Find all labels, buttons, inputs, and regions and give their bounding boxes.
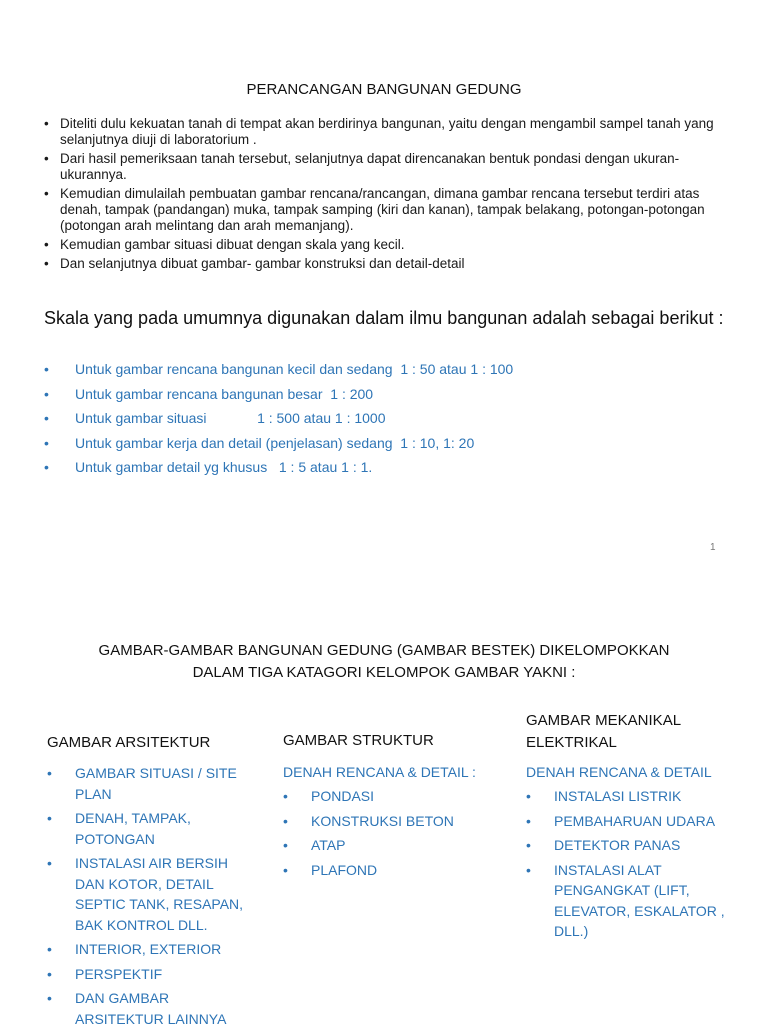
bullet-icon: • [44, 186, 49, 201]
scale-heading: Skala yang pada umumnya digunakan dalam ilmu bangunan adalah sebagai berikut : [44, 308, 724, 328]
bullet-icon: • [47, 810, 52, 826]
list-item [44, 186, 734, 234]
process-bullet-list [44, 116, 734, 275]
list-item [44, 434, 744, 453]
bullet-icon: • [44, 116, 49, 131]
list-item [47, 939, 257, 960]
list-item-text: Dari hasil pemeriksaan tanah tersebut, selanjutnya dapat direncanakan bentuk pondasi dengan ukuran-ukurannya. [60, 151, 680, 182]
list-item-text: PEMBAHARUAN UDARA [554, 812, 716, 829]
slide-title-line: GAMBAR-GAMBAR BANGUNAN GEDUNG (GAMBAR BESTEK) DIKELOMPOKKAN [98, 642, 670, 659]
arsitektur-list [47, 763, 257, 1033]
bullet-icon: • [44, 361, 49, 377]
slide-title [0, 640, 768, 684]
list-item [283, 835, 503, 856]
bullet-icon: • [526, 861, 531, 878]
bullet-icon: • [44, 434, 49, 451]
list-item-text: Untuk gambar rencana bangunan kecil dan sedang 1 : 50 atau 1 : 100 [75, 361, 514, 377]
struktur-list [283, 786, 503, 884]
bullet-icon: • [526, 788, 531, 804]
bullet-icon: • [47, 990, 52, 1006]
bullet-icon: • [44, 151, 49, 166]
list-item [283, 786, 503, 807]
column-heading-struktur: GAMBAR STRUKTUR [283, 732, 434, 749]
list-item [44, 116, 734, 148]
bullet-icon: • [283, 837, 288, 853]
list-item-text: Untuk gambar kerja dan detail (penjelasan) sedang 1 : 10, 1: 20 [75, 434, 475, 451]
list-item [47, 964, 257, 985]
list-item [526, 860, 736, 942]
bullet-icon: • [283, 861, 288, 878]
bullet-icon: • [44, 459, 49, 476]
bullet-icon: • [44, 410, 49, 427]
list-item [526, 835, 736, 856]
column-heading-arsitektur: GAMBAR ARSITEKTUR [47, 734, 211, 751]
list-item-text: INTERIOR, EXTERIOR [75, 941, 222, 957]
list-item-text: PONDASI [311, 788, 375, 804]
list-item [44, 458, 744, 477]
list-item-text: INSTALASI LISTRIK [554, 788, 682, 804]
list-item [47, 853, 257, 935]
list-item [44, 256, 734, 272]
bullet-icon: • [47, 965, 52, 982]
list-item-text: Kemudian gambar situasi dibuat dengan skala yang kecil. [60, 237, 405, 252]
list-item [47, 988, 257, 1029]
list-item-text: GAMBAR SITUASI / SITE PLAN [75, 765, 237, 802]
list-item [44, 409, 744, 428]
list-item-text: INSTALASI ALAT PENGANGKAT (LIFT, ELEVATOR, ESKALATOR , DLL.) [554, 861, 725, 939]
column-subheading: DENAH RENCANA & DETAIL [526, 764, 712, 780]
list-item-text: DENAH, TAMPAK, POTONGAN [75, 810, 191, 847]
list-item [44, 385, 744, 404]
bullet-icon: • [47, 765, 52, 781]
bullet-icon: • [283, 788, 288, 804]
page-number: 1 [710, 542, 716, 553]
scale-list [44, 360, 744, 483]
list-item-text: PERSPEKTIF [75, 965, 163, 982]
column-heading-mekanikal-elektrikal: GAMBAR MEKANIKAL ELEKTRIKAL [526, 712, 681, 751]
column-subheading: DENAH RENCANA & DETAIL : [283, 764, 476, 780]
list-item-text: Kemudian dimulailah pembuatan gambar rencana/rancangan, dimana gambar rencana tersebut terdiri atas denah, tampak (pandangan) muka, tampak samping (kiri dan kanan), tampak belakang, potongan-potongan (potongan arah melintang dan arah memanjang). [60, 186, 705, 233]
list-item [47, 808, 257, 849]
bullet-icon: • [47, 941, 52, 957]
list-item-text: Untuk gambar rencana bangunan besar 1 : 200 [75, 385, 374, 402]
list-item-text: Untuk gambar situasi 1 : 500 atau 1 : 1000 [75, 410, 386, 427]
list-item-text: DAN GAMBAR ARSITEKTUR LAINNYA [75, 990, 227, 1027]
list-item [44, 360, 744, 379]
list-item-text: ATAP [311, 837, 346, 853]
list-item-text: PLAFOND [311, 861, 378, 878]
bullet-icon: • [44, 237, 49, 252]
list-item-text: Diteliti dulu kekuatan tanah di tempat akan berdirinya bangunan, yaitu dengan mengambil sampel tanah yang selanjutnya diuji di laboratorium . [60, 116, 714, 147]
bullet-icon: • [526, 837, 531, 853]
list-item-text: Untuk gambar detail yg khusus 1 : 5 atau 1 : 1. [75, 459, 373, 476]
list-item-text: DETEKTOR PANAS [554, 837, 681, 853]
list-item [44, 237, 734, 253]
bullet-icon: • [526, 812, 531, 829]
list-item-text: Dan selanjutnya dibuat gambar- gambar konstruksi dan detail-detail [60, 256, 465, 271]
bullet-icon: • [44, 385, 49, 402]
list-item [283, 860, 503, 881]
bullet-icon: • [47, 855, 52, 871]
list-item-text: INSTALASI AIR BERSIH DAN KOTOR, DETAIL SEPTIC TANK, RESAPAN, BAK KONTROL DLL. [75, 855, 244, 933]
list-item [283, 811, 503, 832]
slide-title: PERANCANGAN BANGUNAN GEDUNG [246, 81, 522, 98]
list-item [44, 151, 734, 183]
mekanikal-elektrikal-list [526, 786, 736, 946]
bullet-icon: • [283, 812, 288, 829]
list-item [526, 786, 736, 807]
list-item-text: KONSTRUKSI BETON [311, 812, 454, 829]
slide-title-line: DALAM TIGA KATAGORI KELOMPOK GAMBAR YAKNI : [192, 664, 576, 681]
bullet-icon: • [44, 256, 49, 271]
list-item [47, 763, 257, 804]
list-item [526, 811, 736, 832]
slide-2 [0, 570, 768, 1027]
